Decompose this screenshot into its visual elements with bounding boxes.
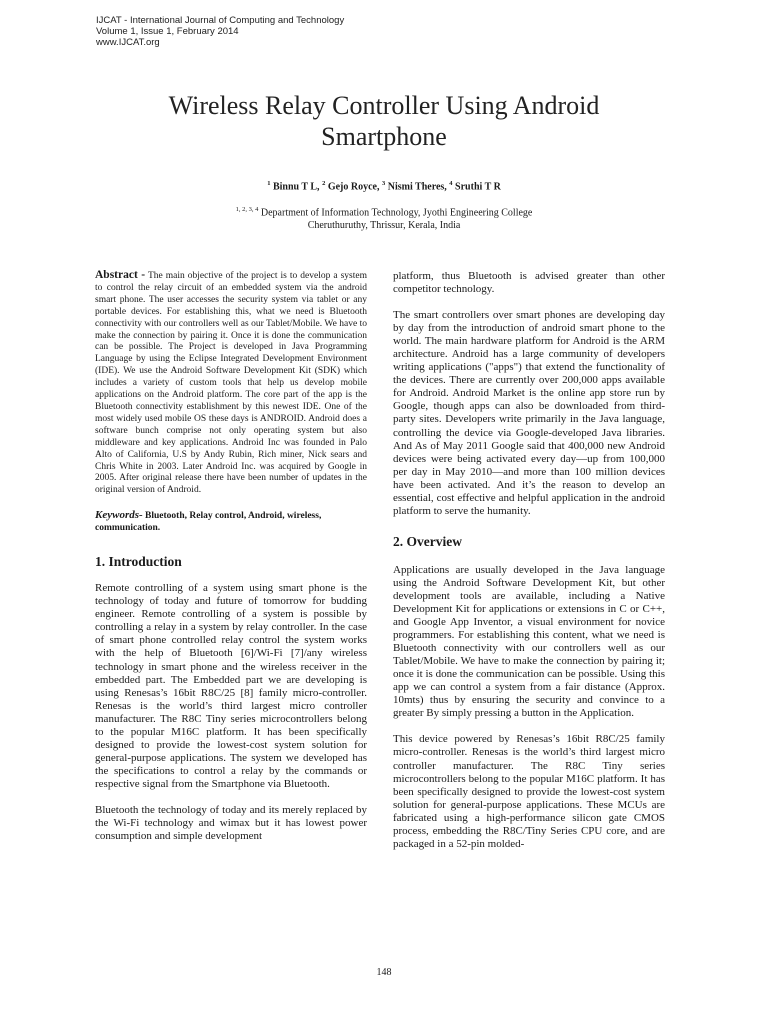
abstract-text: The main objective of the project is to develop a system to control the relay circuit of an embedded system via the android smart phone. The user accesses the security system via tablet or any portable devices. For establishing this, what we need is Bluetooth connectivity with our controllers well as our Tablet/Mobile. We have to make the connection by pairing it. Once it is done the communication can be possible. The Project is developed in Java Programming Language by using the Eclipse Integrated Development Environment (IDE). We use the Android Software Development Kit (SDK) which includes a variety of custom tools that help us develop mobile applications on the Android platform. The core part of the app is the Bluetooth connectivity establishment by this newest IDE. One of the most widely used mobile OS these days is ANDROID. Android does a software bunch comprise not only operating system but also middleware and key applications. Android Inc was founded in Palo Alto of California, U.S by Andy Rubin, Rich miner, Nick sears and Chris White in 2003. Later Android Inc. was acquired by Google in 2005. After original release there have been number of updates in the original version of Android. xyxy=(95,271,367,496)
title-line-1: Wireless Relay Controller Using Android xyxy=(168,91,600,120)
introduction-paragraph-4: The smart controllers over smart phones are developing day by day from the introduction of android smart phone to the world. The main hardware platform for Android is the ARM architecture. Android has a large community of developers writing applications ("apps") that extend the functionality of the devices. There are currently over 200,000 apps available for Android. Android Market is the online app store run by Google, though apps can also be downloaded from third-party sites. Developers write primarily in the Java language, controlling the device via Google-developed Java libraries. And As of May 2011 Google said that 400,000 new Android devices were being activated every day—up from 100,000 per day in May 2010—and more than 100 million devices have been activated. And it’s the reason to develop an essential, cost effective and helpful application in the android platform to serve the humanity. xyxy=(393,309,665,517)
page-number: 148 xyxy=(376,967,392,978)
left-column xyxy=(95,270,367,843)
introduction-paragraph-3: platform, thus Bluetooth is advised greater than other competitor technology. xyxy=(393,270,665,296)
journal-volume: Volume 1, Issue 1, February 2014 xyxy=(96,26,239,37)
overview-paragraph-2: This device powered by Renesas’s 16bit R8C/25 family micro-controller. Renesas is the world’s third largest micro controller manufacturer. The R8C Tiny series microcontrollers belong to the popular M16C platform. It has been specifically designed to provide the lowest-cost system solution for general-purpose applications. These MCUs are fabricated using a high-performance silicon gate CMOS process, embedding the R8C/Tiny Series CPU core, and are packaged in a 52-pin molded- xyxy=(393,733,665,850)
keywords-label: Keywords- xyxy=(95,509,143,522)
overview-paragraph-1: Applications are usually developed in the Java language using the Android Software Development Kit, but other development tools are available, including a Native Development Kit for applications or extensions in C or C++, and Google App Inventor, a visual environment for novice programmers. For establishing this content, what we need is Bluetooth connectivity with our controllers well as our Tablet/Mobile. We have to make the connection by pairing it; once it is done the communication can be possible. Using this app we can control a system from a fair distance (Approx. 10mts) thus by ensuring the security and convince to a greater By simply pressing a button in the Application. xyxy=(393,563,665,720)
overview-heading: 2. Overview xyxy=(393,533,462,549)
author-1-name: Binnu T L, xyxy=(272,181,320,193)
affiliation xyxy=(60,203,708,232)
author-1-number: 1 xyxy=(267,180,271,187)
abstract-label: Abstract - xyxy=(95,269,146,281)
author-2-number: 2 xyxy=(322,180,326,187)
abstract xyxy=(95,270,367,497)
paper-title xyxy=(60,90,708,152)
title-line-2: Smartphone xyxy=(321,122,447,151)
affiliation-place: Cheruthuruthy, Thrissur, Kerala, India xyxy=(307,220,461,232)
author-3-name: Nismi Theres, xyxy=(387,181,447,193)
introduction-paragraph-1: Remote controlling of a system using smart phone is the technology of today and future of tomorrow for budding engineer. Remote controlling of a system is possible by controlling a relay in a system by relay controller. In the case of smart phone controlled relay control the system works with the help of Bluetooth [6]/Wi-Fi [7]/any wireless technology in smart phone and the wireless receiver in the embedded part. The Embedded part we are developing is using Renesas’s 16bit R8C/25 [8] family micro-controller. Renesas is the world’s third largest micro controller manufacturer. The R8C Tiny series microcontrollers belong to the popular M16C platform. It has been specifically designed to provide the lowest-cost system solution for general-purpose applications. The system we developed has the specifications to control a relay by the commands or respective signal from the Smartphone via Bluetooth. xyxy=(95,582,367,790)
author-list xyxy=(60,180,708,192)
author-4-number: 4 xyxy=(449,180,453,187)
introduction-paragraph-2: Bluetooth the technology of today and its merely replaced by the Wi-Fi technology and wimax but it has lowest power consumption and simple development xyxy=(95,803,367,843)
author-3-number: 3 xyxy=(381,180,386,187)
journal-header xyxy=(96,15,344,48)
author-2-name: Gejo Royce, xyxy=(327,181,380,193)
affiliation-department: Department of Information Technology, Jyothi Engineering College xyxy=(260,207,533,219)
introduction-heading: 1. Introduction xyxy=(95,554,182,570)
keywords xyxy=(95,509,367,534)
journal-name: IJCAT - International Journal of Computing and Technology xyxy=(96,15,345,26)
right-column xyxy=(393,270,665,851)
author-4-name: Sruthi T R xyxy=(455,181,501,193)
keywords-text: Bluetooth, Relay control, Android, wireless, communication. xyxy=(95,511,322,534)
journal-website: www.IJCAT.org xyxy=(96,37,160,48)
affiliation-numbers: 1, 2, 3, 4 xyxy=(235,206,259,213)
